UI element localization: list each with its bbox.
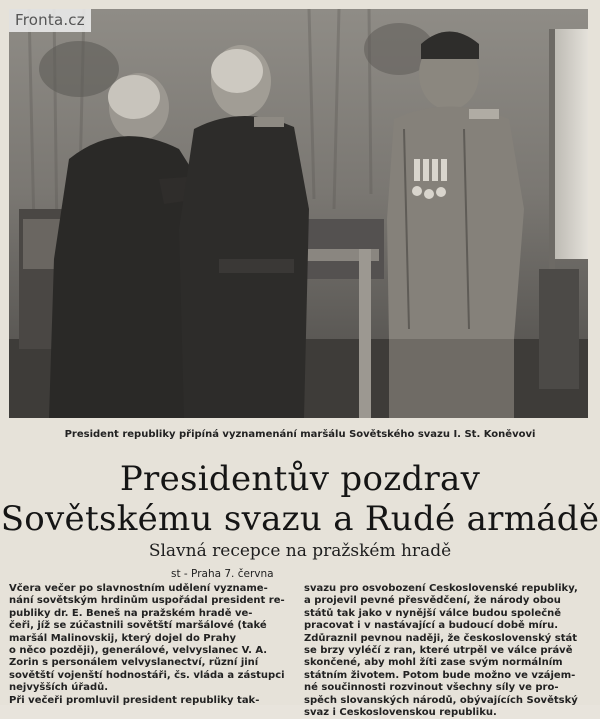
text-line: Zorin s personálem velvyslanectví, různí jiní — [9, 657, 259, 669]
text-line: Včera večer po slavnostním udělení vyzname- — [9, 583, 268, 594]
text-line: né součinnosti rozvinout všechny síly ve pro- — [304, 682, 559, 694]
text-line: státním životem. Potom bude možno ve vzájem- — [304, 669, 576, 681]
text-line: maršál Malinovskij, který dojel do Prahy — [9, 632, 236, 644]
article-column-right — [304, 583, 592, 719]
text-line: svazu pro osvobození Československé republiky, — [304, 583, 578, 594]
text-line: publiky dr. E. Beneš na pražském hradě ve- — [9, 607, 253, 619]
text-line: svaz i Československou republiku. — [304, 707, 497, 719]
article-column-left — [9, 583, 294, 707]
site-watermark: Fronta.cz — [9, 9, 91, 32]
headline-line-1: Presidentův pozdrav — [119, 459, 481, 499]
text-line: čeři, jíž se zúčastnili sovětští maršálové (také — [9, 620, 267, 632]
text-line: spěch slovanských národů, obývajících Sovětský — [304, 694, 578, 706]
text-line: nání sovětským hrdinům uspořádal president re- — [9, 595, 285, 607]
text-line: o něco později), generálové, velvyslanec V. A. — [9, 645, 268, 657]
text-line: nejvyšších úřadů. — [9, 682, 109, 694]
subheadline: Slavná recepce na pražském hradě — [148, 541, 452, 561]
text-line: se brzy vyléčí z ran, které utrpěl ve válce právě — [304, 645, 573, 657]
text-line: sovětští vojenští hodnostáři, čs. vláda a zástupci — [9, 669, 285, 681]
text-line: Při večeři promluvil president republiky tak- — [9, 694, 260, 706]
text-line: skončené, aby mohl žíti zase svým normálním — [304, 657, 563, 669]
photo-caption: President republiky připíná vyznamenání maršálu Sovětského svazu I. St. Koněvovi — [64, 429, 536, 440]
text-line: a projevil pevné přesvědčení, že národy obou — [304, 595, 561, 607]
text-line: pracovat i v nastávající a budoucí době míru. — [304, 620, 559, 632]
text-line: Zdůraznil pevnou naději, že československý stát — [304, 632, 578, 644]
dateline: st - Praha 7. června — [171, 568, 274, 580]
text-line: států tak jako v nynější válce budou společně — [304, 607, 562, 619]
photo-illustration — [9, 9, 588, 418]
headline-line-2: Sovětskému svazu a Rudé armádě — [0, 499, 600, 539]
news-photo — [9, 9, 588, 418]
